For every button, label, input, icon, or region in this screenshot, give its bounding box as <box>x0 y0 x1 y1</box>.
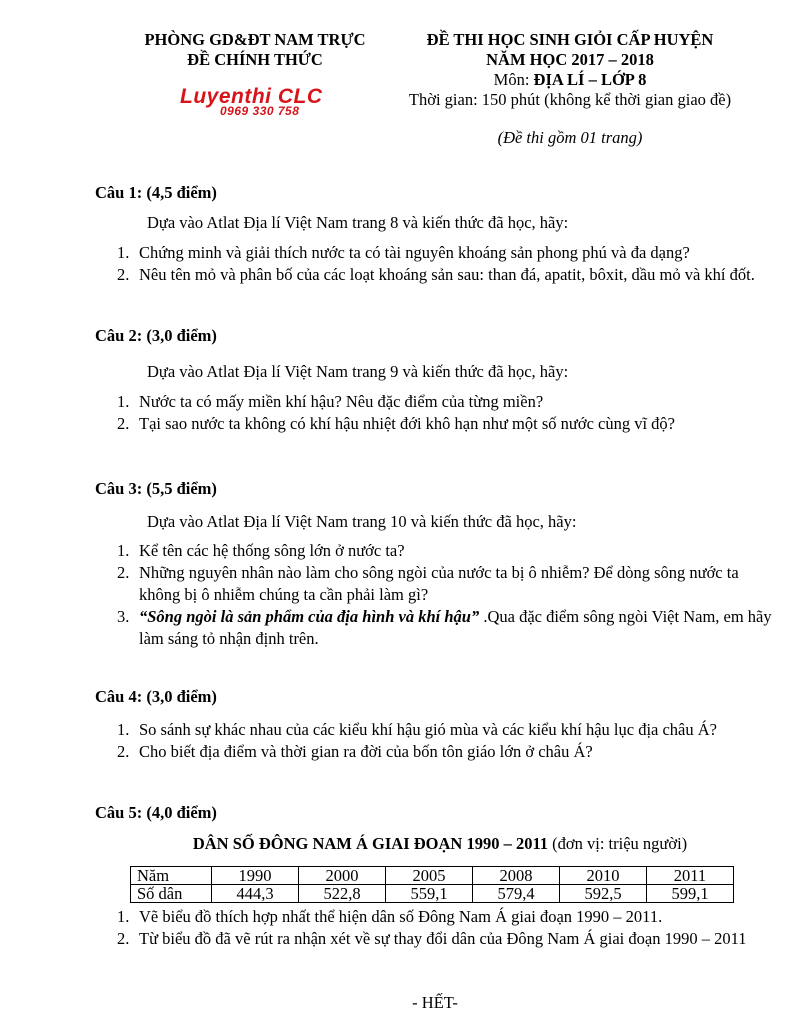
year-cell: 2005 <box>386 867 473 885</box>
time-limit: Thời gian: 150 phút (không kể thời gian giao đề) <box>408 90 732 109</box>
question-2-intro: Dựa vào Atlat Địa lí Việt Nam trang 9 và kiến thức đã học, hãy: <box>147 362 569 381</box>
row-label-population: Số dân <box>131 885 212 903</box>
question-1-title: Câu 1: (4,5 điểm) <box>95 183 217 202</box>
quote-text: “Sông ngòi là sản phẩm của địa hình và khí hậu” <box>139 607 480 626</box>
question-1-intro: Dựa vào Atlat Địa lí Việt Nam trang 8 và kiến thức đã học, hãy: <box>147 213 569 232</box>
list-item <box>117 741 777 763</box>
item-text: Tại sao nước ta không có khí hậu nhiệt đới khô hạn như một số nước cùng vĩ độ? <box>139 414 675 433</box>
item-number: 3. <box>117 607 130 626</box>
item-number: 2. <box>117 563 130 582</box>
table-row <box>131 867 734 885</box>
item-number: 2. <box>117 414 130 433</box>
list-item <box>117 540 777 562</box>
value-cell: 444,3 <box>212 885 299 903</box>
year-cell: 2008 <box>473 867 560 885</box>
item-number: 2. <box>117 742 130 761</box>
item-number: 1. <box>117 392 130 411</box>
pages-note: (Đề thi gồm 01 trang) <box>497 128 643 147</box>
table-unit: (đơn vị: triệu người) <box>548 834 688 853</box>
list-item <box>117 606 777 650</box>
end-mark: - HẾT- <box>412 993 458 1012</box>
question-5-title: Câu 5: (4,0 điểm) <box>95 803 217 822</box>
item-number: 1. <box>117 541 130 560</box>
table-row <box>131 885 734 903</box>
item-rest-text: .Qua đặc điểm sông ngòi Việt Nam, em hãy làm sáng tỏ nhận định trên. <box>139 607 772 648</box>
item-text: Những nguyên nhân nào làm cho sông ngòi của nước ta bị ô nhiễm? Để dòng sông nước ta không bị ô nhiễm chúng ta cần phải làm gì? <box>139 563 739 604</box>
item-text: Kể tên các hệ thống sông lớn ở nước ta? <box>139 541 405 560</box>
list-item <box>117 242 777 264</box>
list-item <box>117 264 777 286</box>
list-item <box>117 719 777 741</box>
question-3-list <box>117 540 777 650</box>
list-item <box>117 906 777 928</box>
list-item <box>117 413 777 435</box>
item-text: Nêu tên mỏ và phân bố của các loạt khoáng sản sau: than đá, apatit, bôxit, dầu mỏ và khí đốt. <box>139 265 755 284</box>
list-item <box>117 391 777 413</box>
question-3-title: Câu 3: (5,5 điểm) <box>95 479 217 498</box>
year-cell: 2000 <box>299 867 386 885</box>
table-title-main: DÂN SỐ ĐÔNG NAM Á GIAI ĐOẠN 1990 – 2011 <box>192 834 549 853</box>
item-text: Cho biết địa điểm và thời gian ra đời của bốn tôn giáo lớn ở châu Á? <box>139 742 593 761</box>
subject-prefix: Môn: <box>493 70 534 89</box>
value-cell: 559,1 <box>386 885 473 903</box>
question-2-list <box>117 391 777 435</box>
item-text: Từ biểu đồ đã vẽ rút ra nhận xét về sự thay đổi dân của Đông Nam Á giai đoạn 1990 – 2011 <box>139 929 747 948</box>
value-cell: 579,4 <box>473 885 560 903</box>
item-text: Vẽ biểu đồ thích hợp nhất thể hiện dân số Đông Nam Á giai đoạn 1990 – 2011. <box>139 907 663 926</box>
department-name: PHÒNG GD&ĐT NAM TRỰC <box>144 30 366 49</box>
official-label: ĐỀ CHÍNH THỨC <box>187 50 323 69</box>
list-item <box>117 562 777 606</box>
value-cell: 522,8 <box>299 885 386 903</box>
item-number: 1. <box>117 243 130 262</box>
item-number: 1. <box>117 720 130 739</box>
school-year: NĂM HỌC 2017 – 2018 <box>486 50 654 69</box>
subject-name: ĐỊA LÍ – LỚP 8 <box>533 70 647 89</box>
item-number: 2. <box>117 929 130 948</box>
question-4-title: Câu 4: (3,0 điểm) <box>95 687 217 706</box>
logo-phone: 0969 330 758 <box>220 104 300 118</box>
item-text: So sánh sự khác nhau của các kiểu khí hậu gió mùa và các kiểu khí hậu lục địa châu Á? <box>139 720 717 739</box>
value-cell: 599,1 <box>647 885 734 903</box>
question-4-list <box>117 719 777 763</box>
year-cell: 2011 <box>647 867 734 885</box>
logo-text: Luyenthi CLC <box>180 85 323 108</box>
year-cell: 1990 <box>212 867 299 885</box>
item-text <box>139 606 777 650</box>
item-text: Chứng minh và giải thích nước ta có tài nguyên khoáng sản phong phú và đa dạng? <box>139 243 690 262</box>
exam-title: ĐỀ THI HỌC SINH GIỎI CẤP HUYỆN <box>426 30 714 49</box>
subject-line <box>395 70 745 90</box>
value-cell: 592,5 <box>560 885 647 903</box>
population-table <box>130 866 734 903</box>
item-number: 2. <box>117 265 130 284</box>
question-2-title: Câu 2: (3,0 điểm) <box>95 326 217 345</box>
question-5-list <box>117 906 777 950</box>
question-3-intro: Dựa vào Atlat Địa lí Việt Nam trang 10 và kiến thức đã học, hãy: <box>147 512 577 531</box>
row-label-year: Năm <box>131 867 212 885</box>
item-text: Nước ta có mấy miền khí hậu? Nêu đặc điểm của từng miền? <box>139 392 544 411</box>
list-item <box>117 928 777 950</box>
item-number: 1. <box>117 907 130 926</box>
year-cell: 2010 <box>560 867 647 885</box>
table-title <box>95 834 785 854</box>
question-1-list <box>117 242 777 286</box>
